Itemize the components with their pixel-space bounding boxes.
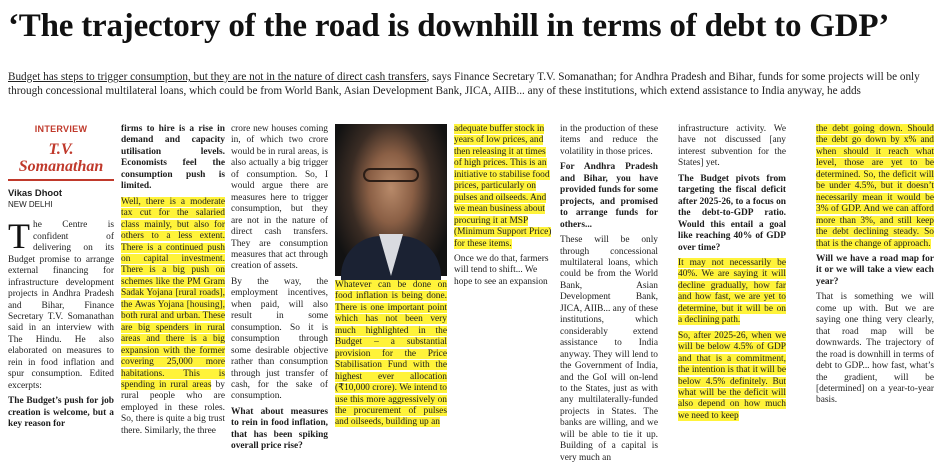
question-5: Will we have a road map for it or we will take a view each year? (816, 253, 934, 287)
highlight: Well, there is a moderate tax cut for the salaried class mainly, but also for others to a less extent. There is a continued push on capital investment. There is a big push on schemes like the PM Gram Sadak Yojana [rural roads], the Awas Yojana [housing], both rural and urban. These are big spenders in rural areas and there is a big expansion with the former covering 25,000 more habitations. This is spending in rural areas (121, 196, 225, 390)
highlight: So, after 2025-26, when we will be below 4.5% of GDP and that is a commitment, the intention is that it will be below 4.5% definitely. But what will be the deficit will also depend on how much we need to keep (678, 330, 786, 421)
highlight: the debt going down. Should the debt go down by x% and when should it reach what level, those are yet to be determined. So, the deficit will be under 4.5%, but it doesn’t necessarily mean it would be 3% of GDP. And we can afford more than 3%, and still keep the debt declining steady. So that is the change of approach. (816, 124, 934, 249)
divider (8, 179, 114, 181)
column-7 (816, 124, 934, 416)
answer-4-p2 (678, 331, 786, 423)
column-under-photo (335, 280, 447, 428)
author-name: Vikas Dhoot (8, 187, 63, 199)
highlight: It may not necessarily be 40%. We are saying it will decline gradually, how far and how fast, we are yet to determine, but it will be on a declining path. (678, 257, 786, 326)
highlight: Whatever can be done on food inflation is being done. There is one important point which has not been very much highlighted in the Budget – a substantial provision for the Price Stabilisation Fund with the highest ever allocation (₹10,000 crore). We intend to use this more aggressively on the procurement of pulses and oilseeds, building up an (335, 280, 447, 428)
deck (8, 70, 932, 98)
question-2: What about measures to rein in food inflation, that has been spiking overall price rise? (231, 406, 328, 452)
drop-cap: T (8, 216, 30, 257)
glasses-shape (363, 168, 419, 182)
answer-4-cont (816, 124, 934, 250)
answer-3-cont: infrastructure activity. We have not discussed [any interest subvention for the States] yet. (678, 124, 786, 169)
answer-4 (678, 258, 786, 327)
answer-2-cont (454, 124, 554, 250)
intro-paragraph: The Centre is confident of delivering on its Budget promise to arrange external financing for infrastructure development projects in Andhra Pradesh and Bihar, Finance Secretary T.V. Somanathan said in an interview with The Hindu. He also elaborated on measures to rein in food inflation and spur consumption. Edited excerpts: (8, 216, 114, 391)
answer-1-p2: By the way, the employment incentives, when paid, will also result in some consumption. So it is consumption through some desirable objective rather than consumption through just transfer of cash, for the sake of consumption. (231, 276, 328, 402)
headline: ‘The trajectory of the road is downhill in terms of debt to GDP’ (8, 8, 890, 44)
column-5 (560, 124, 658, 463)
answer-3: These will be only through concessional multilateral loans, which could be from the World Bank, Asian Development Bank, JICA, AIIB... any of these institutions, which considerably extend assistance to India anyway. They will lend to the Government of India, and the GoI will on-lend to the States, just as with any multilaterally-funded projects in States. The banks are willing, and we will be able to tie it up. Building of a capital is very much an (560, 235, 658, 463)
answer-1-cont: crore new houses coming in, of which two crore would be in rural areas, is also actually a big trigger of consumption. So, I would argue there are measures here to trigger consumption, but they are not in the nature of direct cash transfers. They are consumption measures that act through creation of assets. (231, 124, 328, 272)
deck-lead: Budget has steps to trigger consumption, but they are not in the nature of direct cash transfers (8, 71, 427, 83)
highlight: adequate buffer stock in years of low prices, and then releasing it at times of high prices. This is an initiative to stabilise food prices, particularly on pulses and oilseeds. And we mean business about procuring it at MSP (Minimum Support Price) for these items. (454, 124, 552, 249)
question-3: For Andhra Pradesh and Bihar, you have provided funds for some projects, and promised to arrange funds for others... (560, 162, 658, 230)
answer-5: That is something we will come up with. But we are saying one thing very clearly, that road map will be downwards. The trajectory of the road is downhill in terms of debt to GDP... how fast, what’s the gradient, will be [determined] on a year-to-year basis. (816, 292, 934, 406)
answer-1: Well, there is a moderate tax cut for the salaried class mainly, but also for others to a less extent. There is a continued push on capital investment. There is a big push on schemes like the PM Gram Sadak Yojana [rural roads], the Awas Yojana [housing], both rural and urban. These are big spenders in rural areas and there is a big expansion with the former covering 25,000 more habitations. This is spending in rural areas by rural people who are employed in these roles. So, there is quite a big trust there. Similarly, the three (121, 196, 225, 436)
column-6 (678, 124, 786, 421)
dateline: NEW DELHI (8, 199, 53, 209)
deck-rest: , says Finance Secretary T.V. Somanathan; for Andhra Pradesh and Bihar, funds for some projects will be only through concessional multilateral loans, which could be from World Bank, Asian Development Bank, JICA, AIIB... any of these institutions, which extend assistance to India anyway, he adds (8, 71, 920, 97)
column-4 (454, 124, 554, 416)
question-4: The Budget pivots from targeting the fiscal deficit after 2025-26, to a focus on the debt-to-GDP ratio. Would this entail a goal like reaching 40% of GDP over time? (678, 173, 786, 253)
column-1 (8, 124, 114, 430)
answer-2-rest: Once we do that, farmers will tend to shift... We hope to see an expansion (454, 253, 549, 287)
question-1: The Budget’s push for job creation is welcome, but a key reason for (8, 396, 114, 430)
answer-2-end: in the production of these items and reduce the volatility in those prices. (560, 124, 658, 157)
column-2 (121, 124, 225, 436)
section-label: INTERVIEW (34, 124, 88, 134)
column-3 (231, 124, 328, 452)
interviewee-name: T.V. Somanathan (18, 141, 104, 176)
question-1-cont: firms to hire is a rise in demand and capacity utilisation levels. Economists feel the consumption push is limited. (121, 124, 225, 192)
portrait-photo (335, 124, 447, 276)
